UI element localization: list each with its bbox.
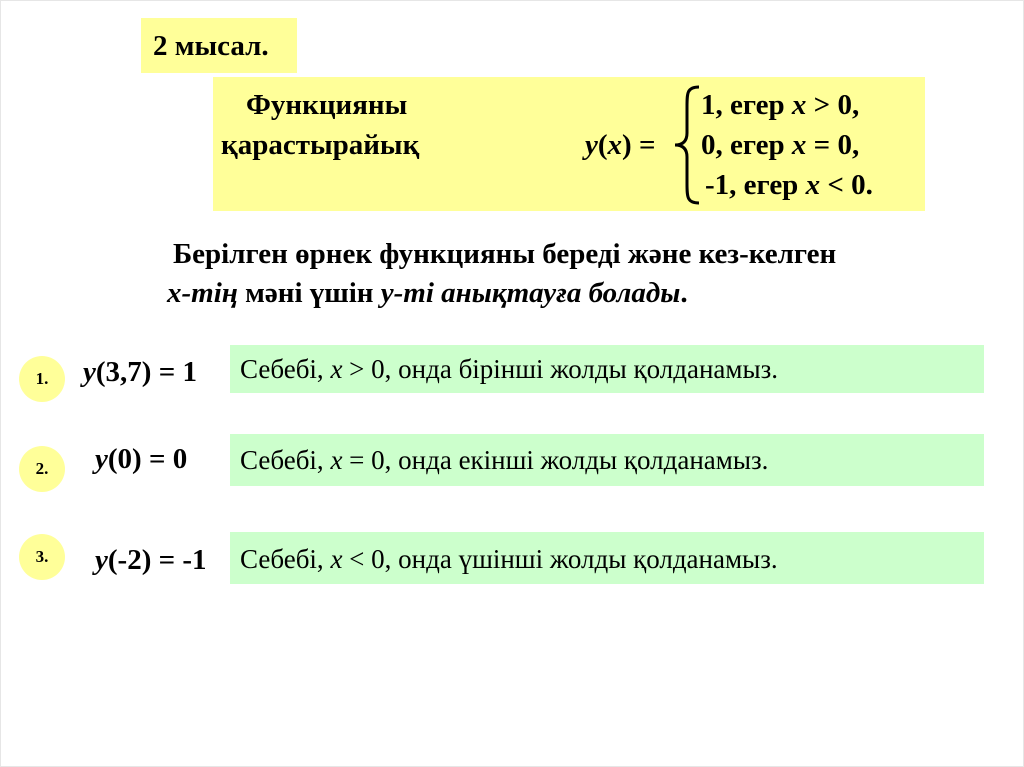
definition-box [213,77,925,211]
definition-line1: Функцияны [246,89,408,121]
example-title: 2 мысал. [153,30,269,62]
fn-y: y [585,129,598,161]
example-number-1: 1. [19,356,65,402]
title-box [141,18,297,73]
example-3-reason: Себебі, x < 0, онда үшінші жолды қолданамыз. [240,544,778,574]
case-2: 0, егер x = 0, [701,129,860,161]
example-1-reason-box [230,345,984,393]
fn-x: x [607,129,623,161]
example-3-reason-box [230,532,984,584]
example-2-expression: y(0) = 0 [95,443,188,475]
function-label: y(x) = [585,129,656,161]
example-1-reason: Себебі, x > 0, онда бірінші жолды қолданамыз. [240,354,779,384]
example-1-expression: y(3,7) = 1 [83,356,197,388]
brace-icon [671,83,703,207]
case-3: -1, егер x < 0. [705,169,873,201]
case-1: 1, егер x > 0, [701,89,860,121]
example-2-reason-box [230,434,984,486]
definition-line2: қарастырайық [221,129,420,161]
explanation-line2: x-тің мәні үшін y-ті анықтауға болады. [167,277,688,309]
example-3-expression: y(-2) = -1 [95,544,207,576]
example-number-2: 2. [19,446,65,492]
example-2-reason: Себебі, x = 0, онда екінші жолды қолданамыз. [240,445,769,475]
example-number-3: 3. [19,534,65,580]
explanation-line1: Берілген өрнек функцияны береді және кез-келген [173,238,837,270]
